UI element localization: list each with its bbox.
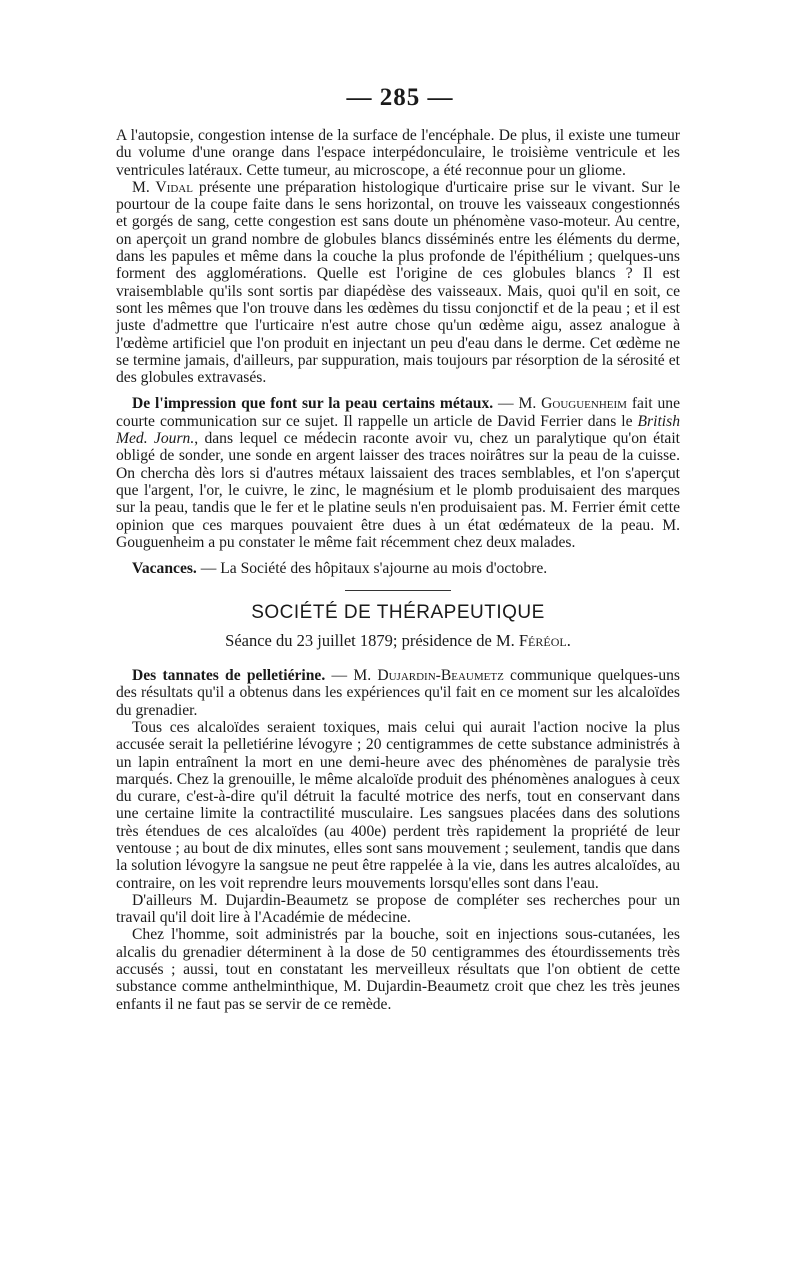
section-heading: Des tannates de pelletiérine. [132,667,326,685]
author-name: M. Dujardin-Beaumetz [353,667,504,685]
paragraph-vidal [116,179,680,387]
page-number: — 285 — [346,84,454,111]
paragraph-metaux: De l'impression que font sur la peau certains métaux. — M. Gouguenheim fait une courte communication sur ce sujet. Il rappelle un article de David Ferrier dans le British Med. Journ., dans lequel ce médecin raconte avoir vu, chez un paralytique qu'on était obligé de sonder, une sonde en argent laisser des traces noirâtres sur la peau de la cuisse. On chercha dès lors si d'autres métaux laissaient des traces semblables, et l'on s'aperçut que l'argent, l'or, le cuivre, le zinc, le magnésium et le plomb produisaient des marques sur la peau, tandis que le fer et le platine seuls n'en produisaient pas. M. Ferrier émit cette opinion que ces marques pouvaient être dues à un état œdémateux de la peau. M. Gouguenheim a pu constater le même fait récemment chez deux malades. [116,395,680,551]
author-name: M. Vidal [132,178,193,196]
paragraph-autopsy: A l'autopsie, congestion intense de la surface de l'encéphale. De plus, il existe une tumeur du volume d'une orange dans l'espace interpédonculaire, le troisième ventricule et les ventricules latéraux. Cette tumeur, au microscope, a été reconnue pour un gliome. [116,127,680,179]
paragraph-tannates: Des tannates de pelletiérine. — M. Dujardin-Beaumetz communique quelques-uns des résultats qu'il a obtenus dans les expériences qu'il fait en ce moment sur les alcaloïdes du grenadier. [116,667,680,719]
author-name: M. Gouguenheim [518,395,627,413]
paragraph-homme: Chez l'homme, soit administrés par la bouche, soit en injections sous-cutanées, les alcalis du grenadier déterminent à la dose de 50 centigrammes des étourdissements très accusés ; aussi, tout en constatant les merveilleux résultats que l'on obtient de cette substance comme anthelminthique, M. Dujardin-Beaumetz croit que chez les très jeunes enfants il ne faut pas se servir de ce remède. [116,926,680,1013]
section-divider [345,590,451,591]
society-title: SOCIÉTÉ DE THÉRAPEUTIQUE [251,602,545,624]
paragraph-text: présente une préparation histologique d'urticaire prise sur le vivant. Sur le pourtour de la coupe faite dans le sens horizontal, on trouve les vaisseaux congestionnés et gorgés de sang, cette congestion est sans doute un phénomène vaso-moteur. Au centre, on aperçoit un grand nombre de globules blancs disséminés entre les éléments du derme, dans les papules et même dans la couche la plus profonde de l'épithélium ; quelques-uns forment des agglomérations. Quelle est l'origine de ces globules blancs ? Il est vraisemblable qu'ils sont sortis par diapédèse des vaisseaux. Mais, quoi qu'il en soit, ce sont les mêmes que l'on trouve dans les œdèmes du tissu conjonctif et de la peau ; et il est juste d'admettre que l'urticaire n'est autre chose qu'un œdème aigu, assez analogue à l'œdème artificiel que l'on produit en injectant un peu d'eau dans le derme. Cet œdème ne se termine jamais, d'ailleurs, par suppuration, mais toujours par résorption de la sérosité et des globules extravasés. [116,178,680,387]
section-heading: De l'impression que font sur la peau certains métaux. [132,395,494,413]
session-line: Séance du 23 juillet 1879; présidence de M. Féréol. [225,630,571,650]
paragraph-alcaloides: Tous ces alcaloïdes seraient toxiques, mais celui qui aurait l'action nocive la plus accusée serait la pelletiérine lévogyre ; 20 centigrammes de cette substance administrés à un lapin entraînent la mort en une demi-heure avec des phénomènes de paralysie très marqués. Chez la grenouille, le même alcaloïde produit des phénomènes analogues à ceux du curare, c'est-à-dire qu'il détruit la faculté motrice des nerfs, tout en conservant dans une certaine limite la contractilité musculaire. Les sangsues placées dans des solutions très étendues de ces alcaloïdes (au 400e) perdent très rapidement la propriété de leur ventouse ; au bout de dix minutes, elles sont sans mouvement ; seulement, tandis que dans la solution lévogyre la sangsue ne peut être rappelée à la vie, dans les autres alcaloïdes, au contraire, on les voit reprendre leurs mouvements lorsqu'elles sont dans l'eau. [116,718,680,892]
journal-title: British Med. Journ. [116,412,680,448]
page-body [116,127,680,1013]
president-name: M. Féréol [495,630,567,650]
paragraph-vacances: Vacances. — La Société des hôpitaux s'ajourne au mois d'octobre. [132,560,548,578]
paragraph-recherches: D'ailleurs M. Dujardin-Beaumetz se propose de compléter ses recherches pour un travail qu'il doit lire à l'Académie de médecine. [116,891,680,927]
section-heading: Vacances. [132,560,197,578]
